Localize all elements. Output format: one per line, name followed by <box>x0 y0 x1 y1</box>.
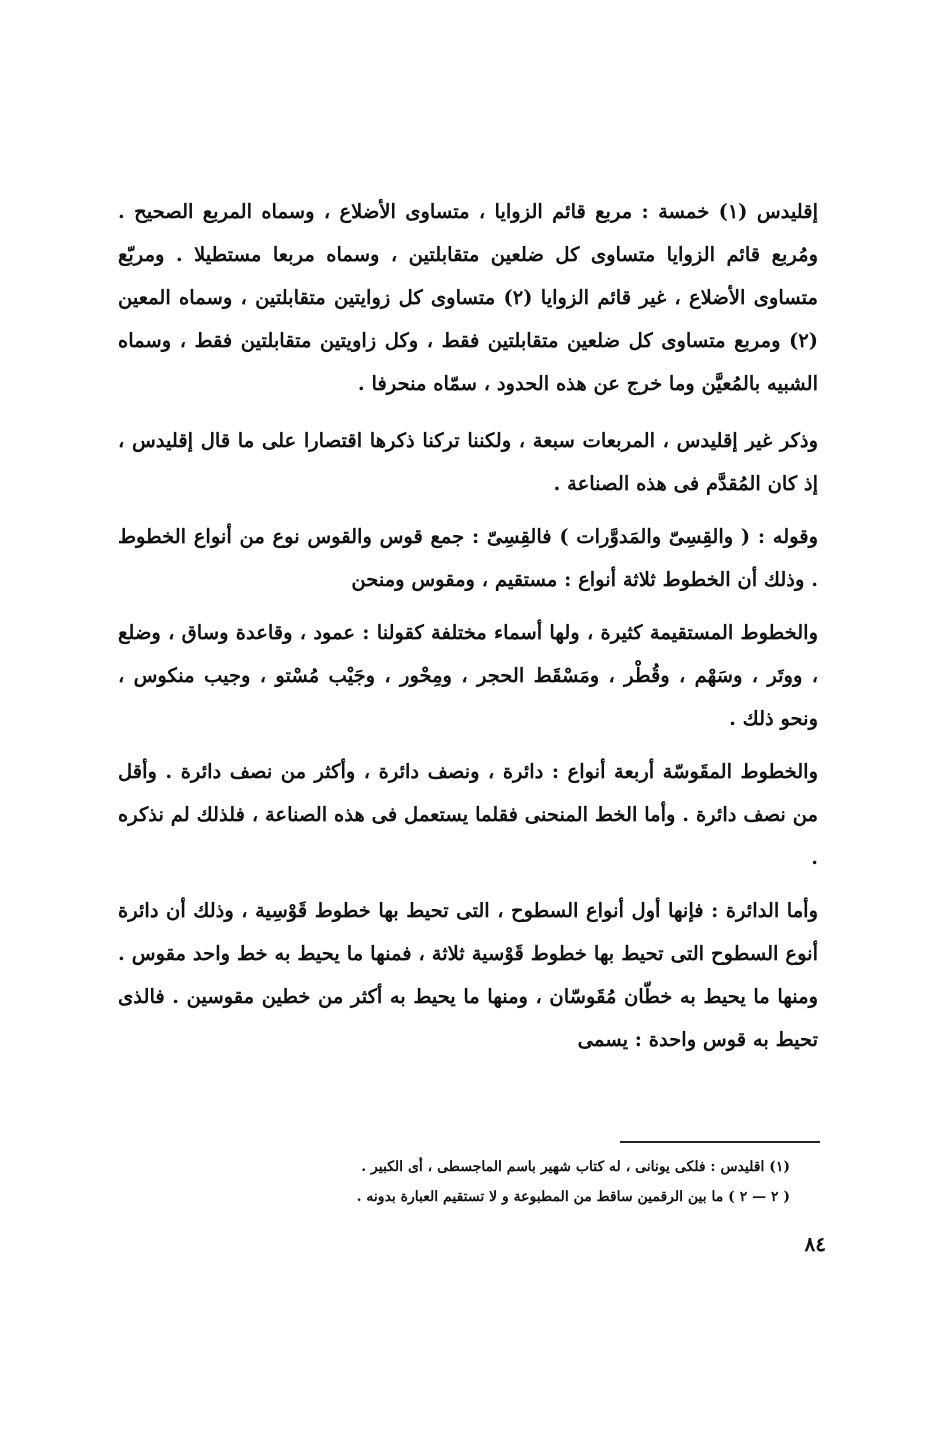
main-text-body <box>118 190 818 1071</box>
footnote-2: ( ٢ — ٢ ) ما بين الرقمين ساقط من المطبوعة و لا تستقيم العبارة بدونه . <box>356 1189 790 1205</box>
paragraph-straight-lines: والخطوط المستقيمة كثيرة ، ولها أسماء مختلفة كقولنا : عمود ، وقاعدة وساق ، وضلع ، ووتَر ، وسَهْم ، وقُطْر ، ومَسْقَط الحجر ، ومِحْور ، وجَيْب مُسْتو ، وجيب منكوس ، ونحو ذلك . <box>118 621 818 730</box>
paragraph-other-squares: وذكر غير إقليدس ، المربعات سبعة ، ولكننا تركنا ذكرها اقتصارا على ما قال إقليدس ، إذ كان المُقدَّم فى هذه الصناعة . <box>118 429 818 495</box>
footnote-1: (١) اقليدس : فلكى يونانى ، له كتاب شهير باسم الماجسطى ، أى الكبير . <box>361 1159 790 1175</box>
page-number: ٨٤ <box>804 1232 826 1256</box>
paragraph-arcs-definition: وقوله : ( والقِسِىّ والمَدوَّرات ) فالقِسِىّ : جمع قوس والقوس نوع من أنواع الخطوط . وذلك أن الخطوط ثلاثة أنواع : مستقيم ، ومقوس ومنحن <box>118 525 818 591</box>
paragraph-squares-euclid: إقليدس (١) خمسة : مربع قائم الزوايا ، متساوى الأضلاع ، وسماه المربع الصحيح . ومُربع قائم الزوايا متساوى كل ضلعين متقابلتين ، وسماه مربعا مستطيلا . ومربّع متساوى الأضلاع ، غير قائم الزوايا (٢) متساوى كل زوايتين متقابلتين ، وسماه المعين (٢) ومربع متساوى كل ضلعين متقابلتين فقط ، وكل زاويتين متقابلتين فقط ، وسماه الشبيه بالمُعيَّن وما خرج عن هذه الحدود ، سمّاه منحرفا . <box>118 200 818 395</box>
footnote-divider <box>620 1141 820 1143</box>
paragraph-circle: وأما الدائرة : فإنها أول أنواع السطوح ، التى تحيط بها خطوط قَوْسِية ، وذلك أن دائرة أنوع السطوح التى تحيط بها خطوط قَوْسية ثلاثة ، فمنها ما يحيط به خط واحد مقوس . ومنها ما يحيط به خطّان مُقَوسّان ، ومنها ما يحيط به أكثر من خطين مقوسين . فالذى تحيط به قوس واحدة : يسمى <box>118 899 818 1051</box>
paragraph-curved-lines: والخطوط المقَوسّة أربعة أنواع : دائرة ، ونصف دائرة ، وأكثر من نصف دائرة . وأقل من نصف دائرة . وأما الخط المنحنى فقلما يستعمل فى هذه الصناعة ، فلذلك لم نذكره . <box>118 760 818 869</box>
footnotes <box>260 1152 790 1212</box>
